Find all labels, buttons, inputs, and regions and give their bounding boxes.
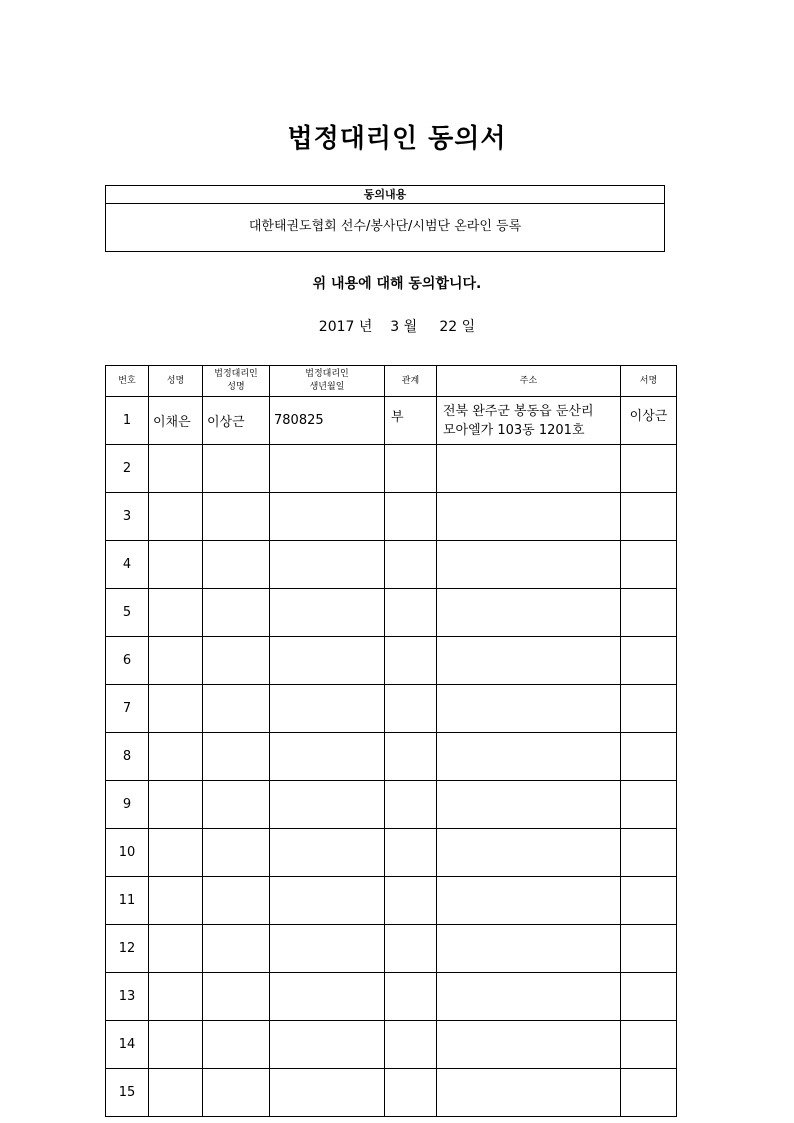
cell-signature bbox=[621, 397, 677, 445]
cell-name bbox=[149, 829, 203, 877]
cell-address bbox=[437, 877, 621, 925]
cell-number bbox=[106, 637, 149, 685]
cell-relation bbox=[385, 925, 437, 973]
cell-guardian-birth bbox=[270, 877, 385, 925]
cell-relation bbox=[385, 877, 437, 925]
cell-relation bbox=[385, 733, 437, 781]
cell-number bbox=[106, 1021, 149, 1069]
row-number: 8 bbox=[122, 749, 132, 764]
table-row bbox=[106, 541, 677, 589]
row-guardian-name: 이상근 bbox=[207, 415, 245, 430]
guardian-table bbox=[105, 365, 677, 1117]
cell-guardian-name bbox=[203, 637, 270, 685]
cell-guardian-name bbox=[203, 493, 270, 541]
document-date bbox=[0, 316, 794, 336]
cell-number bbox=[106, 589, 149, 637]
cell-address bbox=[437, 493, 621, 541]
cell-signature bbox=[621, 493, 677, 541]
header-guardian-birth-line2: 생년월일 bbox=[309, 382, 345, 392]
header-signature: 서명 bbox=[621, 366, 677, 397]
cell-address bbox=[437, 589, 621, 637]
cell-guardian-birth bbox=[270, 1069, 385, 1117]
cell-guardian-birth bbox=[270, 541, 385, 589]
cell-number bbox=[106, 685, 149, 733]
cell-guardian-name bbox=[203, 733, 270, 781]
header-guardian-name bbox=[203, 366, 270, 397]
cell-signature bbox=[621, 1021, 677, 1069]
cell-number bbox=[106, 973, 149, 1021]
cell-name bbox=[149, 493, 203, 541]
cell-signature bbox=[621, 1069, 677, 1117]
table-row bbox=[106, 685, 677, 733]
cell-address bbox=[437, 637, 621, 685]
row-number: 15 bbox=[118, 1085, 136, 1100]
cell-signature bbox=[621, 973, 677, 1021]
cell-signature bbox=[621, 925, 677, 973]
cell-guardian-birth bbox=[270, 829, 385, 877]
cell-number bbox=[106, 493, 149, 541]
cell-address bbox=[437, 973, 621, 1021]
cell-name bbox=[149, 589, 203, 637]
cell-number bbox=[106, 445, 149, 493]
cell-guardian-name bbox=[203, 781, 270, 829]
row-number: 7 bbox=[122, 701, 132, 716]
cell-guardian-birth bbox=[270, 733, 385, 781]
cell-address bbox=[437, 1069, 621, 1117]
cell-signature bbox=[621, 685, 677, 733]
cell-number bbox=[106, 877, 149, 925]
cell-guardian-name bbox=[203, 1021, 270, 1069]
cell-guardian-birth bbox=[270, 589, 385, 637]
row-relation: 부 bbox=[391, 410, 404, 425]
table-row bbox=[106, 589, 677, 637]
cell-guardian-name bbox=[203, 973, 270, 1021]
date-day-unit: 일 bbox=[461, 319, 476, 335]
table-header-row bbox=[106, 366, 677, 397]
consent-content: 대한태권도협회 선수/봉사단/시범단 온라인 등록 bbox=[248, 219, 522, 234]
cell-name bbox=[149, 541, 203, 589]
date-year: 2017 bbox=[318, 319, 355, 335]
table-row bbox=[106, 637, 677, 685]
cell-name bbox=[149, 877, 203, 925]
cell-address bbox=[437, 781, 621, 829]
cell-relation bbox=[385, 829, 437, 877]
cell-relation bbox=[385, 1069, 437, 1117]
cell-guardian-name bbox=[203, 829, 270, 877]
cell-address bbox=[437, 925, 621, 973]
cell-guardian-birth bbox=[270, 397, 385, 445]
cell-relation bbox=[385, 685, 437, 733]
cell-address bbox=[437, 445, 621, 493]
cell-signature bbox=[621, 781, 677, 829]
document-title: 법정대리인 동의서 bbox=[287, 124, 507, 154]
row-number: 10 bbox=[118, 845, 136, 860]
consent-header: 동의내용 bbox=[106, 186, 664, 204]
cell-relation bbox=[385, 445, 437, 493]
header-guardian-birth bbox=[270, 366, 385, 397]
table-row bbox=[106, 1069, 677, 1117]
cell-guardian-name bbox=[203, 1069, 270, 1117]
cell-guardian-name bbox=[203, 685, 270, 733]
table-row bbox=[106, 925, 677, 973]
cell-name bbox=[149, 1069, 203, 1117]
cell-signature bbox=[621, 445, 677, 493]
cell-guardian-birth bbox=[270, 685, 385, 733]
consent-box bbox=[105, 185, 665, 252]
cell-name bbox=[149, 637, 203, 685]
table-row bbox=[106, 973, 677, 1021]
table-row bbox=[106, 733, 677, 781]
cell-address bbox=[437, 829, 621, 877]
cell-name bbox=[149, 445, 203, 493]
row-number: 5 bbox=[122, 605, 132, 620]
cell-name bbox=[149, 397, 203, 445]
header-guardian-name-line1: 법정대리인 bbox=[214, 369, 258, 379]
cell-signature bbox=[621, 589, 677, 637]
cell-guardian-name bbox=[203, 541, 270, 589]
cell-guardian-name bbox=[203, 925, 270, 973]
cell-number bbox=[106, 541, 149, 589]
cell-number bbox=[106, 781, 149, 829]
header-relation: 관계 bbox=[385, 366, 437, 397]
cell-guardian-birth bbox=[270, 925, 385, 973]
header-guardian-birth-line1: 법정대리인 bbox=[305, 369, 349, 379]
row-number: 6 bbox=[122, 653, 132, 668]
cell-signature bbox=[621, 877, 677, 925]
cell-name bbox=[149, 781, 203, 829]
cell-guardian-name bbox=[203, 589, 270, 637]
cell-address bbox=[437, 541, 621, 589]
cell-name bbox=[149, 1021, 203, 1069]
row-name: 이채은 bbox=[153, 415, 191, 430]
table-row bbox=[106, 829, 677, 877]
cell-guardian-birth bbox=[270, 781, 385, 829]
header-address: 주소 bbox=[437, 366, 621, 397]
row-number: 1 bbox=[122, 413, 132, 428]
cell-number bbox=[106, 1069, 149, 1117]
header-number: 번호 bbox=[106, 366, 149, 397]
agreement-statement: 위 내용에 대해 동의합니다. bbox=[312, 276, 482, 292]
cell-number bbox=[106, 397, 149, 445]
row-guardian-birth: 780825 bbox=[274, 413, 324, 428]
row-address-line1: 전북 완주군 봉동읍 둔산리 bbox=[443, 403, 594, 419]
date-year-unit: 년 bbox=[358, 319, 373, 335]
header-name: 성명 bbox=[149, 366, 203, 397]
cell-guardian-birth bbox=[270, 637, 385, 685]
table-row bbox=[106, 781, 677, 829]
cell-address bbox=[437, 733, 621, 781]
cell-guardian-name bbox=[203, 445, 270, 493]
row-number: 2 bbox=[122, 461, 132, 476]
table-row bbox=[106, 1021, 677, 1069]
cell-relation bbox=[385, 781, 437, 829]
cell-name bbox=[149, 925, 203, 973]
cell-relation bbox=[385, 493, 437, 541]
table-row bbox=[106, 877, 677, 925]
row-signature: 이상근 bbox=[629, 409, 668, 424]
row-number: 9 bbox=[122, 797, 132, 812]
cell-relation bbox=[385, 637, 437, 685]
cell-relation bbox=[385, 541, 437, 589]
cell-signature bbox=[621, 541, 677, 589]
cell-guardian-name bbox=[203, 397, 270, 445]
cell-relation bbox=[385, 973, 437, 1021]
cell-signature bbox=[621, 637, 677, 685]
cell-address bbox=[437, 685, 621, 733]
table-row bbox=[106, 445, 677, 493]
cell-guardian-birth bbox=[270, 973, 385, 1021]
row-number: 3 bbox=[122, 509, 132, 524]
cell-address bbox=[437, 1021, 621, 1069]
cell-name bbox=[149, 973, 203, 1021]
cell-number bbox=[106, 829, 149, 877]
cell-guardian-birth bbox=[270, 445, 385, 493]
cell-name bbox=[149, 733, 203, 781]
cell-relation bbox=[385, 397, 437, 445]
cell-signature bbox=[621, 733, 677, 781]
row-number: 14 bbox=[118, 1037, 136, 1052]
cell-signature bbox=[621, 829, 677, 877]
table-row bbox=[106, 493, 677, 541]
cell-number bbox=[106, 925, 149, 973]
cell-number bbox=[106, 733, 149, 781]
row-number: 12 bbox=[118, 941, 136, 956]
cell-guardian-name bbox=[203, 877, 270, 925]
cell-relation bbox=[385, 1021, 437, 1069]
cell-address bbox=[437, 397, 621, 445]
cell-relation bbox=[385, 589, 437, 637]
row-number: 13 bbox=[118, 989, 136, 1004]
row-number: 4 bbox=[122, 557, 132, 572]
cell-name bbox=[149, 685, 203, 733]
date-month: 3 bbox=[390, 319, 400, 335]
header-guardian-name-line2: 성명 bbox=[227, 382, 245, 392]
row-number: 11 bbox=[118, 893, 136, 908]
date-day: 22 bbox=[439, 319, 458, 335]
table-row bbox=[106, 397, 677, 445]
row-address-line2: 모아엘가 103동 1201호 bbox=[443, 422, 585, 438]
date-month-unit: 월 bbox=[403, 319, 418, 335]
cell-guardian-birth bbox=[270, 1021, 385, 1069]
cell-guardian-birth bbox=[270, 493, 385, 541]
